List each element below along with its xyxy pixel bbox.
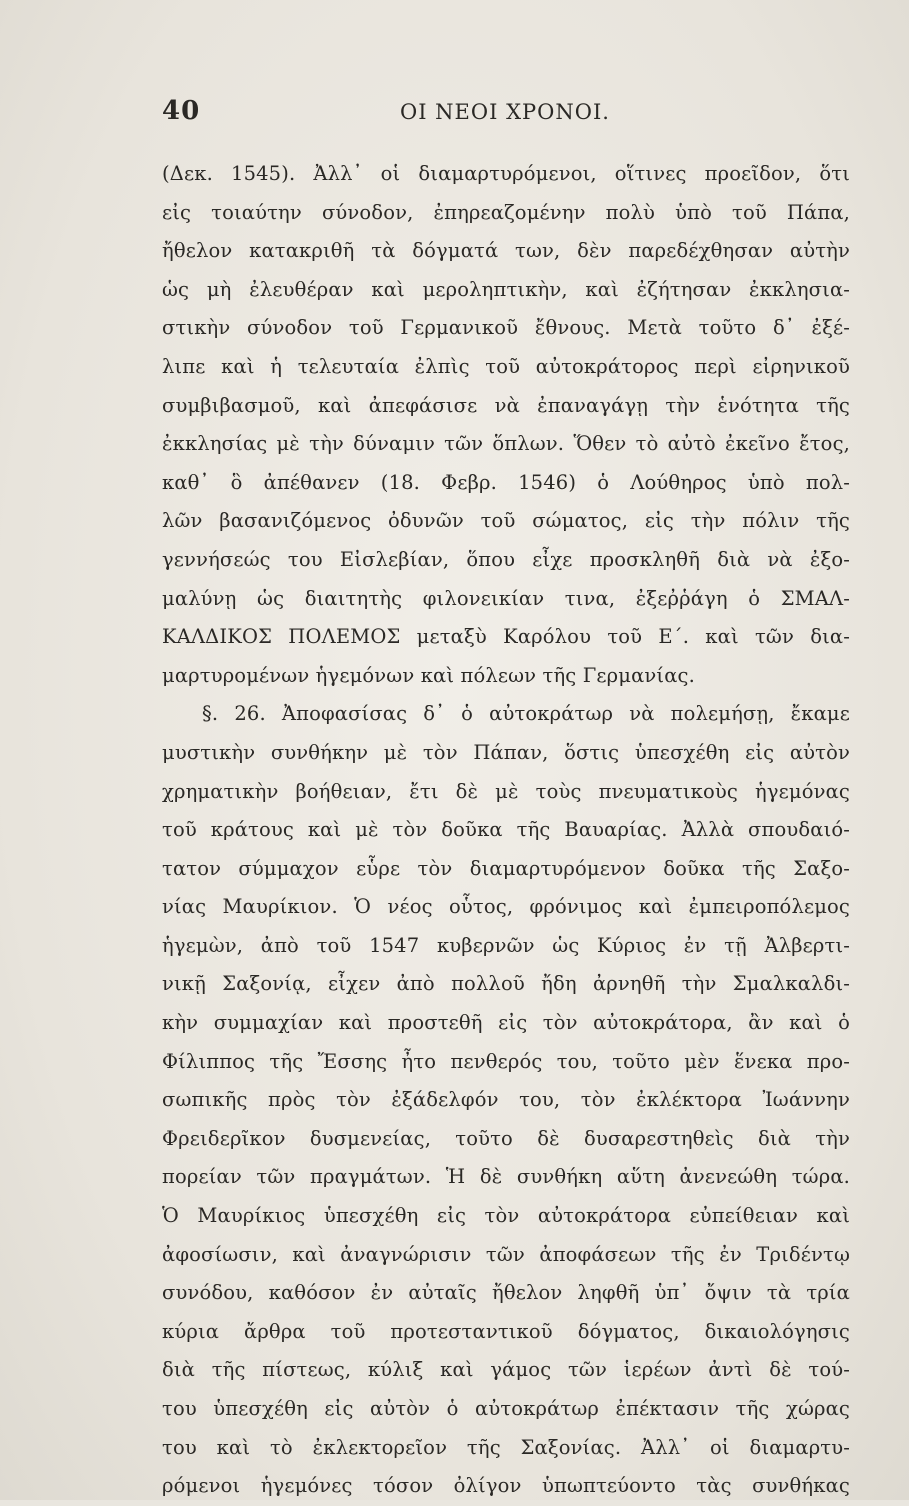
- section-heading-line: §. 26. Ἀποφασίσας δ᾽ ὁ αὐτοκράτωρ νὰ πολεμήσῃ, ἔκαμε: [202, 702, 850, 726]
- page-number: 40: [162, 96, 201, 126]
- text-line: συμβιβασμοῦ, καὶ ἀπεφάσισε νὰ ἐπαναγάγῃ τὴν ἑνότητα τῆς: [162, 393, 850, 417]
- text-line: Ὁ Μαυρίκιος ὑπεσχέθη εἰς τὸν αὐτοκράτορα εὐπείθειαν καὶ: [162, 1204, 850, 1228]
- text-line: μυστικὴν συνθήκην μὲ τὸν Πάπαν, ὅστις ὑπεσχέθη εἰς αὐτὸν: [162, 740, 850, 764]
- page-header: [160, 96, 849, 130]
- text-line: του ὑπεσχέθη εἰς αὐτὸν ὁ αὐτοκράτωρ ἐπέκτασιν τῆς χώρας: [162, 1397, 850, 1420]
- text-line: (Δεκ. 1545). Ἀλλ᾽ οἱ διαμαρτυρόμενοι, οἵτινες προεῖδον, ὅτι: [162, 162, 850, 185]
- text-line: σωπικῆς πρὸς τὸν ἐξάδελφόν του, τὸν ἐκλέκτορα Ἰωάννην: [162, 1088, 850, 1112]
- text-line: κύρια ἄρθρα τοῦ προτεσταντικοῦ δόγματος, δικαιολόγησις: [162, 1319, 850, 1343]
- body-text: [162, 155, 850, 1506]
- text-line: ἀφοσίωσιν, καὶ ἀναγνώρισιν τῶν ἀποφάσεων τῆς ἐν Τριδέντῳ: [162, 1242, 850, 1266]
- running-title: ΟΙ ΝΕΟΙ ΧΡΟΝΟΙ.: [400, 100, 610, 124]
- text-line: συνόδου, καθόσον ἐν αὐταῖς ἤθελον ληφθῆ ὑπ᾽ ὄψιν τὰ τρία: [162, 1281, 850, 1305]
- text-line: ἤθελον κατακριθῆ τὰ δόγματά των, δὲν παρεδέχθησαν αὐτὴν: [162, 239, 850, 263]
- text-line: ΚΑΛΔΙΚΟΣ ΠΟΛΕΜΟΣ μεταξὺ Καρόλου τοῦ Ε΄. καὶ τῶν δια-: [162, 625, 850, 649]
- text-line: τατον σύμμαχον εὗρε τὸν διαμαρτυρόμενον δοῦκα τῆς Σαξο-: [162, 856, 850, 880]
- text-line: καθ᾽ ὃ ἀπέθανεν (18. Φεβρ. 1546) ὁ Λούθηρος ὑπὸ πολ-: [162, 470, 850, 494]
- text-line: Φίλιππος τῆς Ἔσσης ἦτο πενθερός του, τοῦτο μὲν ἕνεκα προ-: [162, 1049, 850, 1073]
- text-line: ἐκκλησίας μὲ τὴν δύναμιν τῶν ὅπλων. Ὅθεν τὸ αὐτὸ ἐκεῖνο ἔτος,: [162, 432, 850, 456]
- text-line: γεννήσεώς του Εἰσλεβίαν, ὅπου εἶχε προσκληθῆ διὰ νὰ ἐξο-: [162, 547, 850, 571]
- text-line: ρόμενοι ἡγεμόνες τόσον ὀλίγον ὑπωπτεύοντο τὰς συνθήκας: [162, 1474, 850, 1498]
- text-line: Φρειδερῖκον δυσμενείας, τοῦτο δὲ δυσαρεστηθεὶς διὰ τὴν: [162, 1126, 850, 1150]
- text-line: πορείαν τῶν πραγμάτων. Ἡ δὲ συνθήκη αὕτη ἀνενεώθη τώρα.: [162, 1165, 850, 1189]
- text-line: τοῦ κράτους καὶ μὲ τὸν δοῦκα τῆς Βαυαρίας. Ἀλλὰ σπουδαιό-: [162, 818, 850, 842]
- text-line: νίας Μαυρίκιον. Ὁ νέος οὗτος, φρόνιμος καὶ ἐμπειροπόλεμος: [162, 895, 850, 919]
- text-line: λῶν βασανιζόμενος ὀδυνῶν τοῦ σώματος, εἰς τὴν πόλιν τῆς: [162, 509, 850, 533]
- text-line: στικὴν σύνοδον τοῦ Γερμανικοῦ ἔθνους. Μετὰ τοῦτο δ᾽ ἐξέ-: [162, 316, 850, 340]
- text-line: λιπε καὶ ἡ τελευταία ἐλπὶς τοῦ αὐτοκράτορος περὶ εἰρηνικοῦ: [162, 354, 850, 378]
- text-line: ἡγεμὼν, ἀπὸ τοῦ 1547 κυβερνῶν ὡς Κύριος ἐν τῇ Ἀλβερτι-: [162, 933, 850, 957]
- text-line: του καὶ τὸ ἐκλεκτορεῖον τῆς Σαξονίας. Ἀλλ᾽ οἱ διαμαρτυ-: [162, 1435, 850, 1459]
- text-line: μαρτυρομένων ἡγεμόνων καὶ πόλεων τῆς Γερμανίας.: [162, 663, 695, 687]
- text-line: νικῇ Σαξονίᾳ, εἶχεν ἀπὸ πολλοῦ ἤδη ἀρνηθῆ τὴν Σμαλκαλδι-: [162, 972, 850, 996]
- text-line: διὰ τῆς πίστεως, κύλιξ καὶ γάμος τῶν ἱερέων ἀντὶ δὲ τού-: [162, 1358, 850, 1382]
- text-line: χρηματικὴν βοήθειαν, ἔτι δὲ μὲ τοὺς πνευματικοὺς ἡγεμόνας: [162, 779, 850, 803]
- text-line: μαλύνῃ ὡς διαιτητὴς φιλονεικίαν τινα, ἐξεῤῥάγη ὁ ΣΜΑΛ-: [162, 586, 850, 610]
- text-line: εἰς τοιαύτην σύνοδον, ἐπηρεαζομένην πολὺ ὑπὸ τοῦ Πάπα,: [162, 200, 850, 224]
- text-line: κὴν συμμαχίαν καὶ προστεθῆ εἰς τὸν αὐτοκράτορα, ἂν καὶ ὁ: [162, 1011, 850, 1035]
- text-line: ὡς μὴ ἐλευθέραν καὶ μεροληπτικὴν, καὶ ἐζήτησαν ἐκκλησια-: [162, 277, 850, 301]
